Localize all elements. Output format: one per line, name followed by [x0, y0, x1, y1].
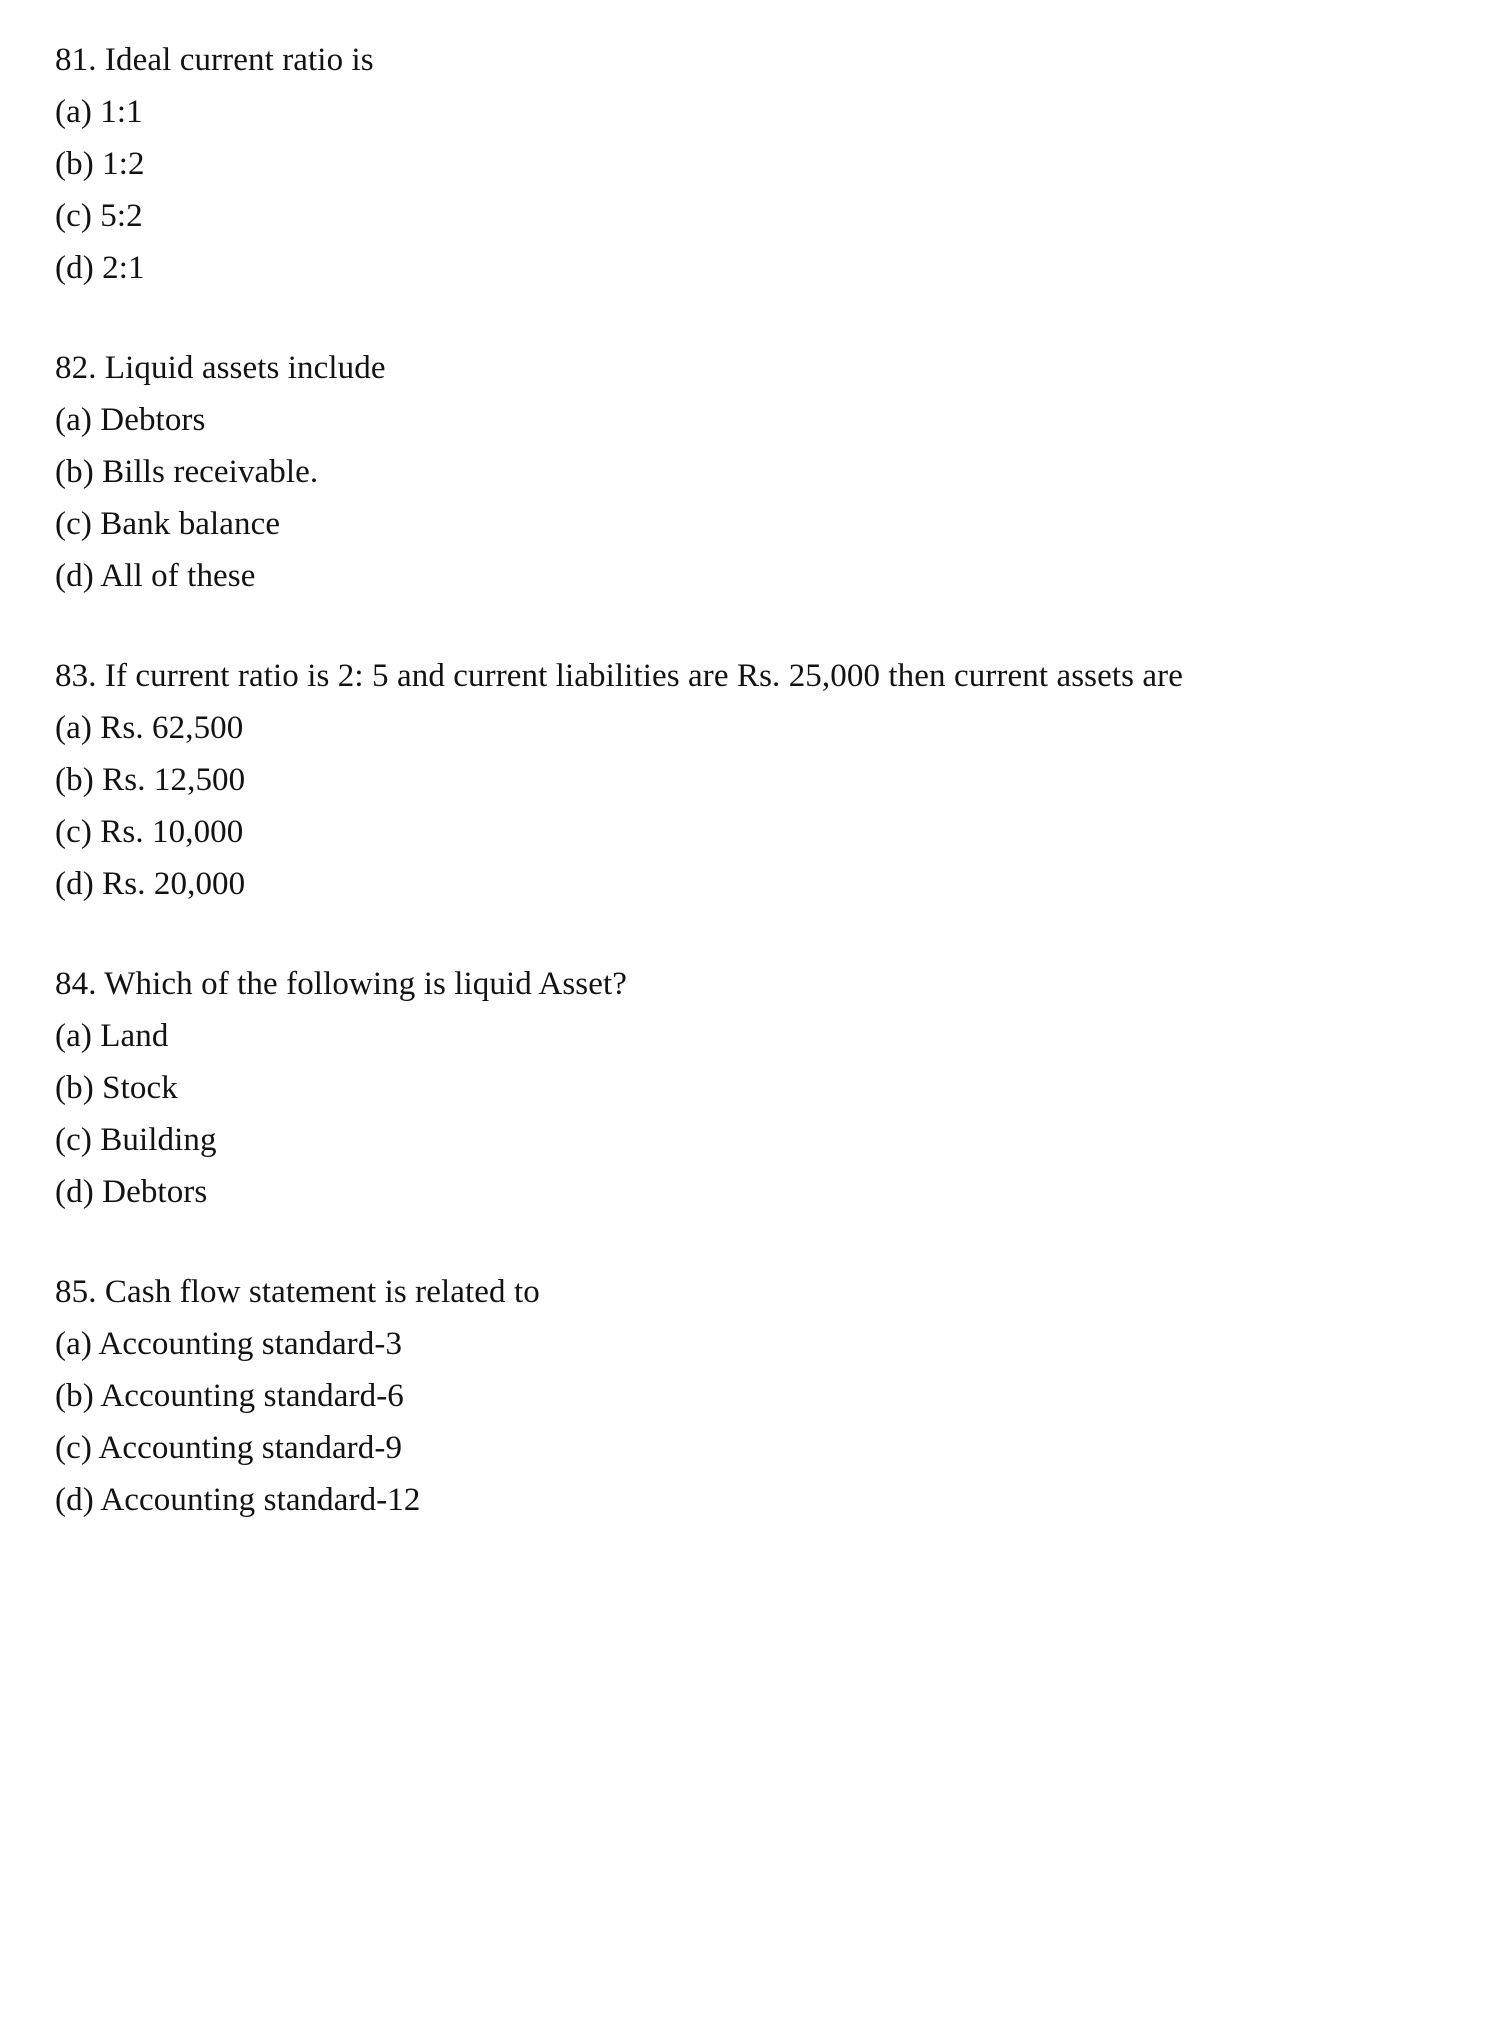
option-label: (c) [55, 506, 101, 542]
option-item[interactable] [55, 394, 1465, 446]
option-item[interactable] [55, 190, 1465, 242]
question-block [55, 342, 1465, 602]
option-label: (c) [55, 1122, 101, 1158]
option-text: Rs. 12,500 [102, 762, 246, 798]
option-item[interactable] [55, 550, 1465, 602]
option-label: (d) [55, 1174, 103, 1210]
option-label: (c) [55, 814, 101, 850]
option-text: Rs. 20,000 [102, 866, 246, 902]
option-label: (d) [55, 250, 103, 286]
option-text: Accounting standard-3 [98, 1326, 403, 1362]
option-label: (c) [55, 198, 101, 234]
option-item[interactable] [55, 242, 1465, 294]
option-item[interactable] [55, 138, 1465, 190]
option-label: (a) [55, 94, 101, 130]
option-text: Rs. 10,000 [100, 814, 244, 850]
question-sheet [55, 34, 1465, 1526]
option-item[interactable] [55, 498, 1465, 550]
question-block [55, 958, 1465, 1218]
option-text: 1:1 [100, 94, 143, 130]
option-label: (d) [55, 866, 103, 902]
option-label: (c) [55, 1430, 99, 1466]
option-list [55, 702, 1465, 910]
option-text: Debtors [102, 1174, 208, 1210]
option-item[interactable] [55, 1422, 1465, 1474]
option-label: (b) [55, 1070, 103, 1106]
question-stem: 85. Cash flow statement is related to [55, 1274, 540, 1310]
option-item[interactable] [55, 1062, 1465, 1114]
option-list [55, 1010, 1465, 1218]
option-item[interactable] [55, 1166, 1465, 1218]
option-label: (d) [55, 1482, 101, 1518]
option-text: 1:2 [102, 146, 145, 182]
question-stem: 81. Ideal current ratio is [55, 42, 374, 78]
option-item[interactable] [55, 1370, 1465, 1422]
option-label: (b) [55, 1378, 101, 1414]
option-label: (d) [55, 558, 101, 594]
option-item[interactable] [55, 702, 1465, 754]
option-item[interactable] [55, 86, 1465, 138]
option-label: (b) [55, 762, 103, 798]
option-text: Debtors [100, 402, 206, 438]
option-text: Accounting standard-9 [98, 1430, 403, 1466]
option-item[interactable] [55, 858, 1465, 910]
question-stem: 83. If current ratio is 2: 5 and current liabilities are Rs. 25,000 then current assets are [55, 658, 1183, 694]
option-item[interactable] [55, 1010, 1465, 1062]
option-text: Building [100, 1122, 217, 1158]
option-label: (a) [55, 1018, 101, 1054]
option-list [55, 86, 1465, 294]
option-list [55, 394, 1465, 602]
option-item[interactable] [55, 806, 1465, 858]
option-text: Accounting standard-12 [100, 1482, 421, 1518]
option-text: Rs. 62,500 [100, 710, 244, 746]
option-text: All of these [100, 558, 256, 594]
option-label: (a) [55, 1326, 99, 1362]
question-block [55, 1266, 1465, 1526]
option-item[interactable] [55, 1318, 1465, 1370]
option-item[interactable] [55, 1114, 1465, 1166]
option-text: 5:2 [100, 198, 143, 234]
option-label: (a) [55, 710, 101, 746]
option-text: Land [100, 1018, 169, 1054]
option-label: (b) [55, 454, 103, 490]
option-text: Bills receivable. [102, 454, 319, 490]
question-stem: 82. Liquid assets include [55, 350, 386, 386]
option-text: Bank balance [100, 506, 281, 542]
option-item[interactable] [55, 1474, 1465, 1526]
option-label: (a) [55, 402, 101, 438]
option-text: Accounting standard-6 [100, 1378, 404, 1414]
option-text: Stock [102, 1070, 178, 1106]
option-text: 2:1 [102, 250, 145, 286]
question-stem: 84. Which of the following is liquid Asset? [55, 966, 627, 1002]
option-list [55, 1318, 1465, 1526]
option-item[interactable] [55, 754, 1465, 806]
question-block [55, 34, 1465, 294]
question-block [55, 650, 1465, 910]
option-item[interactable] [55, 446, 1465, 498]
option-label: (b) [55, 146, 103, 182]
